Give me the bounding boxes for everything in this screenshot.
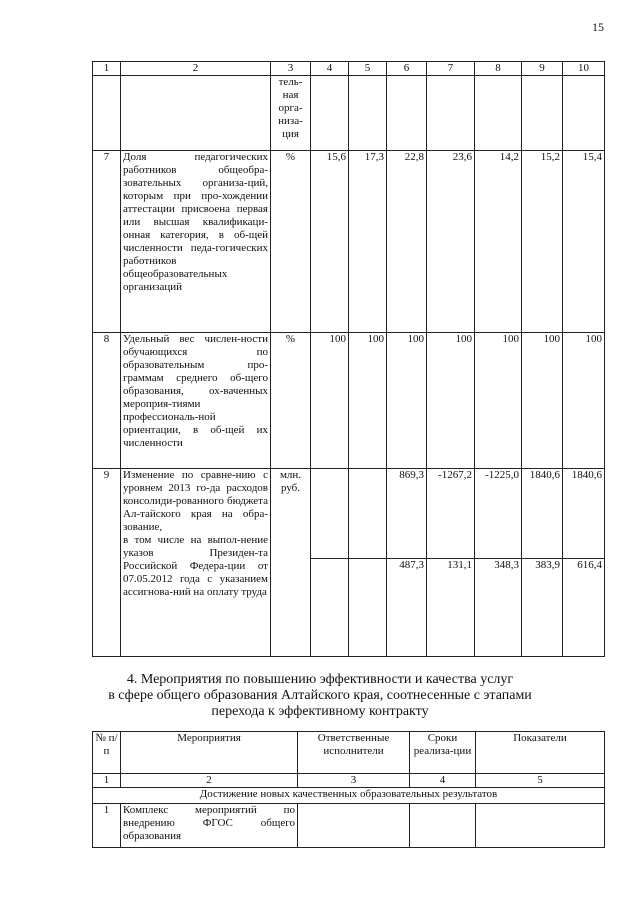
row-description: Доля педагогических работников общеобра-зовательных организа-ций, которым при про-хождении аттестации присвоена первая или высшая квалификаци-онная категория, в об-щей численности педа-гогических работников общеобразовательных организаций bbox=[121, 151, 271, 333]
table-row-8 bbox=[93, 333, 605, 469]
section-row bbox=[93, 788, 605, 804]
row-number: 1 bbox=[93, 804, 121, 848]
section-heading-line-1: 4. Мероприятия по повышению эффективности и качества услуг bbox=[126, 672, 514, 687]
table-row-1 bbox=[93, 804, 605, 848]
col-number: 3 bbox=[298, 774, 410, 788]
col-number: 1 bbox=[93, 62, 121, 76]
col-number: 3 bbox=[271, 62, 311, 76]
header-responsible: Ответственные исполнители bbox=[298, 732, 410, 774]
col-number: 5 bbox=[476, 774, 605, 788]
value-cell: 15,2 bbox=[522, 151, 563, 333]
value-cell: 22,8 bbox=[387, 151, 427, 333]
value-cell: 100 bbox=[427, 333, 475, 469]
header-row bbox=[93, 732, 605, 774]
value-cell: 616,4 bbox=[563, 559, 605, 657]
value-cell: 487,3 bbox=[387, 559, 427, 657]
column-numbers-row bbox=[93, 62, 605, 76]
col-number: 4 bbox=[311, 62, 349, 76]
table-row-continuation bbox=[93, 76, 605, 151]
header-indicators: Показатели bbox=[476, 732, 605, 774]
value-cell: 100 bbox=[475, 333, 522, 469]
col-number: 4 bbox=[410, 774, 476, 788]
value-cell: 100 bbox=[349, 333, 387, 469]
value-cell: 131,1 bbox=[427, 559, 475, 657]
value-cell bbox=[349, 559, 387, 657]
measures-table bbox=[92, 731, 605, 848]
value-cell: -1267,2 bbox=[427, 469, 475, 559]
table-row-9 bbox=[93, 469, 605, 559]
unit-cell: % bbox=[271, 151, 311, 333]
col-number: 7 bbox=[427, 62, 475, 76]
unit-cell: тель- ная орга- низа- ция bbox=[271, 76, 311, 151]
unit-cell: % bbox=[271, 333, 311, 469]
col-number: 2 bbox=[121, 774, 298, 788]
row-description bbox=[121, 469, 271, 657]
value-cell: 100 bbox=[522, 333, 563, 469]
value-cell bbox=[311, 559, 349, 657]
page-number: 15 bbox=[592, 20, 604, 34]
value-cell: 1840,6 bbox=[522, 469, 563, 559]
col-number: 1 bbox=[93, 774, 121, 788]
value-cell: 14,2 bbox=[475, 151, 522, 333]
col-number: 8 bbox=[475, 62, 522, 76]
value-cell: 100 bbox=[563, 333, 605, 469]
row-description-part-1: Изменение по сравне-нию с уровнем 2013 го-да расходов консолиди-рованного бюджета Ал-тайского края на обра-зование, bbox=[123, 469, 268, 533]
value-cell: 348,3 bbox=[475, 559, 522, 657]
unit-cell: млн. руб. bbox=[271, 469, 311, 657]
col-number: 9 bbox=[522, 62, 563, 76]
section-heading-line-3: перехода к эффективному контракту bbox=[211, 704, 429, 719]
column-numbers-row bbox=[93, 774, 605, 788]
row-description-part-2: в том числе на выпол-нение указов Президен-та Российской Федера-ции от 07.05.2012 года с указанием ассигнова-ний на оплату труда bbox=[123, 534, 268, 598]
header-num: № п/п bbox=[93, 732, 121, 774]
row-number: 8 bbox=[93, 333, 121, 469]
value-cell: 15,4 bbox=[563, 151, 605, 333]
row-description: Удельный вес числен-ности обучающихся по образовательным про-граммам среднего об-щего образования, ох-ваченных мероприя-тиями профессиональ-ной ориентации, в об-щей их численности bbox=[121, 333, 271, 469]
value-cell: 869,3 bbox=[387, 469, 427, 559]
value-cell: 15,6 bbox=[311, 151, 349, 333]
value-cell: -1225,0 bbox=[475, 469, 522, 559]
row-number: 7 bbox=[93, 151, 121, 333]
value-cell bbox=[311, 469, 349, 559]
value-cell: 17,3 bbox=[349, 151, 387, 333]
value-cell: 100 bbox=[387, 333, 427, 469]
col-number: 10 bbox=[563, 62, 605, 76]
col-number: 5 bbox=[349, 62, 387, 76]
value-cell: 100 bbox=[311, 333, 349, 469]
row-description: Комплекс мероприятий по внедрению ФГОС общего образования bbox=[121, 804, 298, 848]
col-number: 6 bbox=[387, 62, 427, 76]
header-deadlines: Сроки реализа-ции bbox=[410, 732, 476, 774]
section-row-title: Достижение новых качественных образовательных результатов bbox=[93, 788, 605, 804]
table-row-7 bbox=[93, 151, 605, 333]
value-cell: 1840,6 bbox=[563, 469, 605, 559]
indicators-table bbox=[92, 61, 605, 657]
section-heading-line-2: в сфере общего образования Алтайского края, соотнесенные с этапами bbox=[108, 688, 532, 703]
value-cell: 23,6 bbox=[427, 151, 475, 333]
value-cell: 383,9 bbox=[522, 559, 563, 657]
value-cell bbox=[349, 469, 387, 559]
header-measures: Мероприятия bbox=[121, 732, 298, 774]
col-number: 2 bbox=[121, 62, 271, 76]
row-number: 9 bbox=[93, 469, 121, 657]
